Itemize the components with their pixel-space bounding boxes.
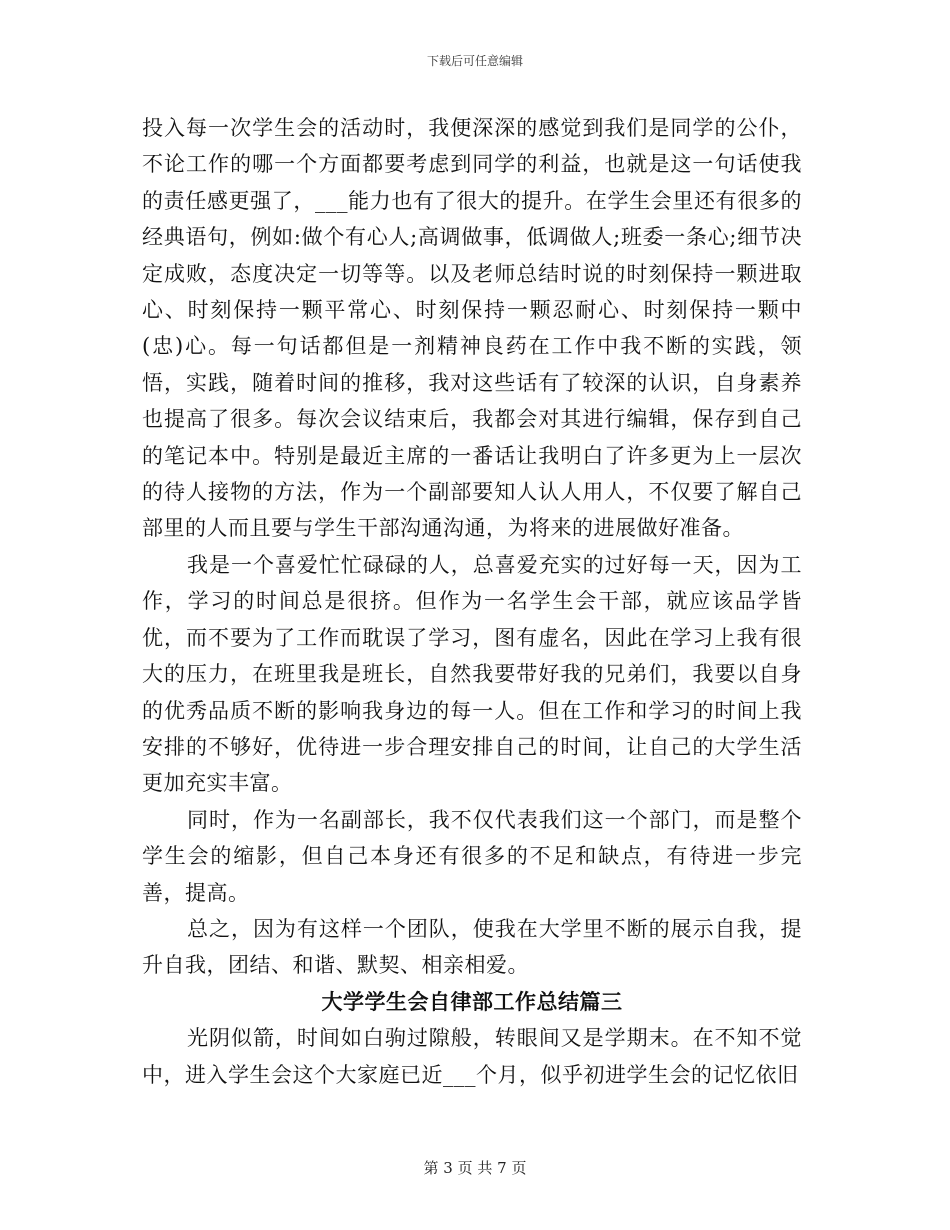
section-title: 大学学生会自律部工作总结篇三 [321,988,623,1014]
paragraph-2: 我是一个喜爱忙忙碌碌的人，总喜爱充实的过好每一天，因为工作，学习的时间总是很挤。但作为一名学生会干部，就应该品学皆优，而不要为了工作而耽误了学习，图有虚名，因此在学习上我有很大的压力，在班里我是班长，自然我要带好我的兄弟们，我要以自身的优秀品质不断的影响我身边的每一人。但在工作和学习的时间上我安排的不够好，优待进一步合理安排自己的时间，让自己的大学生活更加充实丰富。 [142,552,802,796]
page-footer: 第 3 页 共 7 页 [423,1159,527,1177]
document-body [142,110,802,1093]
page-header: 下载后可任意编辑 [426,54,523,68]
paragraph-3: 同时，作为一名副部长，我不仅代表我们这一个部门，而是整个学生会的缩影，但自己本身还有很多的不足和缺点，有待进一步完善，提高。 [142,807,802,905]
section-paragraph: 光阴似箭，时间如白驹过隙般，转眼间又是学期末。在不知不觉中，进入学生会这个大家庭已近___个月，似乎初进学生会的记忆依旧 [142,1026,802,1087]
paragraph-1: 投入每一次学生会的活动时，我便深深的感觉到我们是同学的公仆，不论工作的哪一个方面都要考虑到同学的利益，也就是这一句话使我的责任感更强了，___能力也有了很大的提升。在学生会里还有很多的经典语句，例如:做个有心人;高调做事，低调做人;班委一条心;细节决定成败，态度决定一切等等。以及老师总结时说的时刻保持一颗进取心、时刻保持一颗平常心、时刻保持一颗忍耐心、时刻保持一颗中(忠)心。每一句话都但是一剂精神良药在工作中我不断的实践，领悟，实践，随着时间的推移，我对这些话有了较深的认识，自身素养也提高了很多。每次会议结束后，我都会对其进行编辑，保存到自己的笔记本中。特别是最近主席的一番话让我明白了许多更为上一层次的待人接物的方法，作为一个副部要知人认人用人，不仅要了解自己部里的人而且要与学生干部沟通沟通，为将来的进展做好准备。 [142,116,802,541]
paragraph-4: 总之，因为有这样一个团队，使我在大学里不断的展示自我，提升自我，团结、和谐、默契、相亲相爱。 [142,916,802,978]
